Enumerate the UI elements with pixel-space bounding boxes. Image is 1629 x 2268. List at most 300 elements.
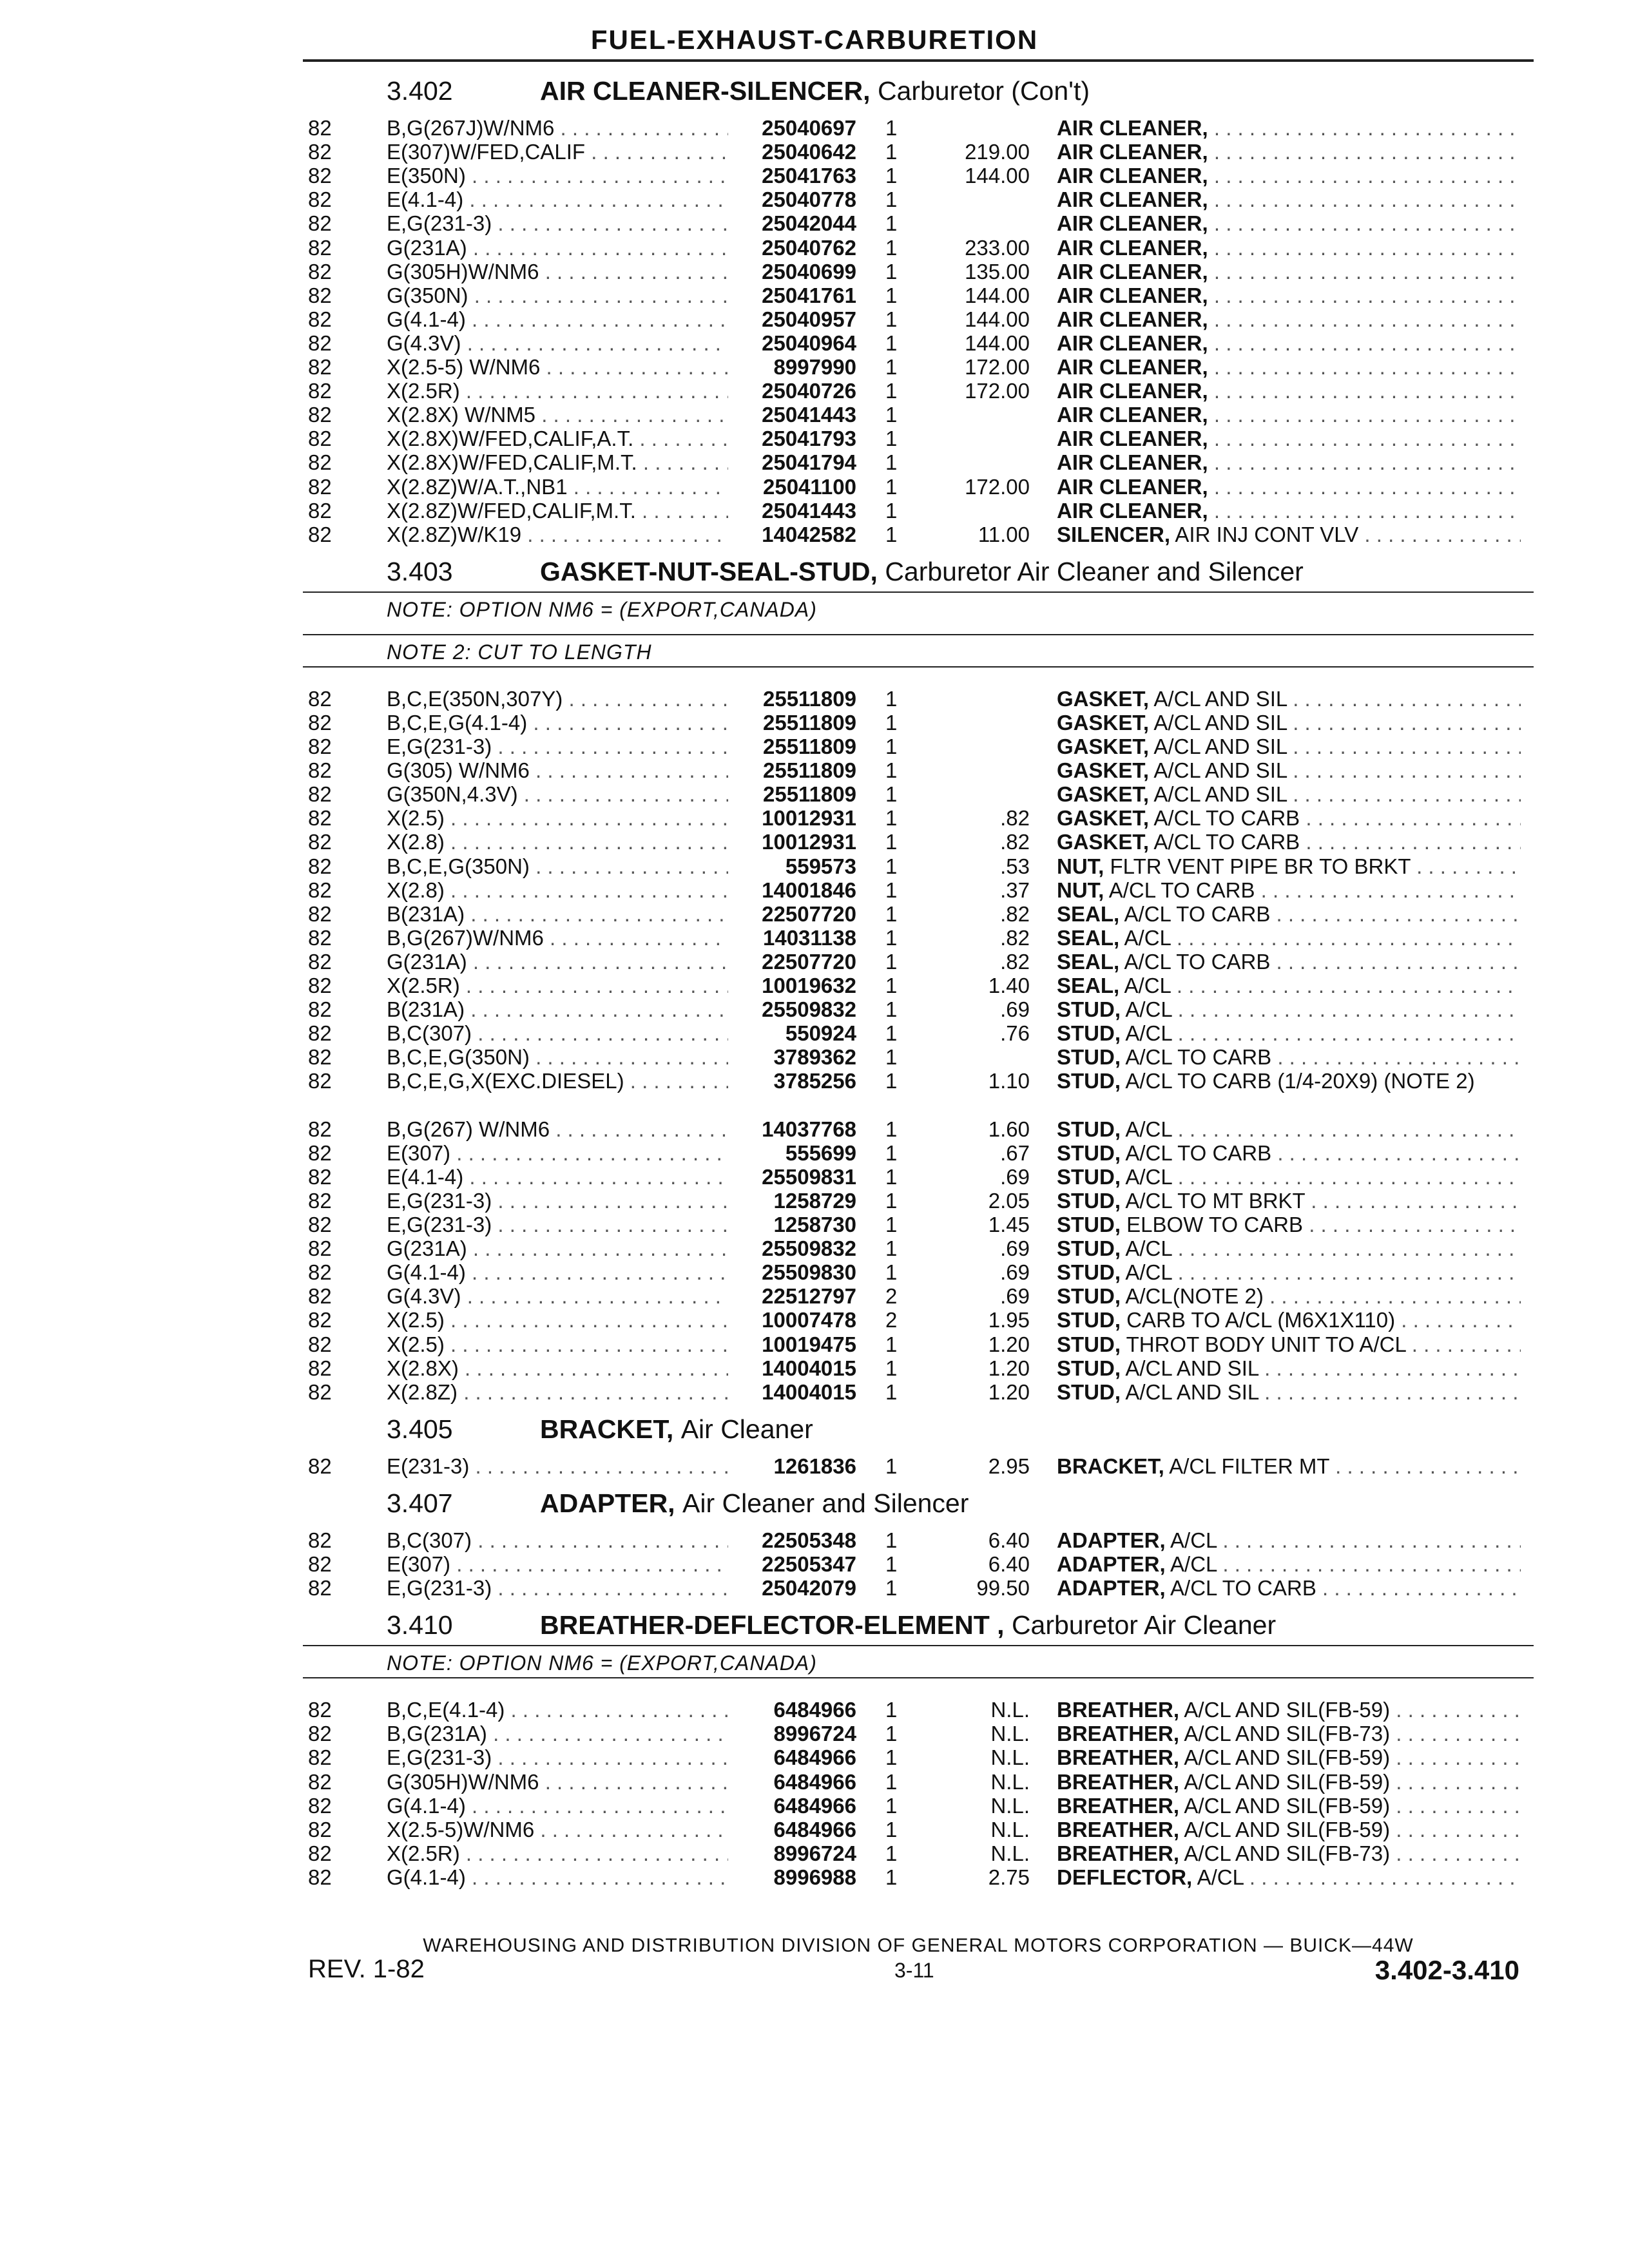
quantity: 1 (885, 140, 898, 164)
quantity: 1 (885, 164, 898, 188)
description-noun: STUD, (1057, 1332, 1121, 1356)
quantity: 1 (885, 806, 898, 831)
price: N.L. (990, 1817, 1030, 1841)
model-year: 82 (308, 498, 332, 523)
section-number: 3.402 (387, 76, 453, 106)
price: .67 (1000, 1140, 1030, 1165)
note-rule (303, 666, 1534, 668)
section-heading (387, 1488, 969, 1519)
description-detail: A/CL TO CARB (1/4-20X9) (NOTE 2) (1125, 1069, 1475, 1093)
model-year: 82 (308, 403, 332, 427)
section-heading (387, 557, 1304, 587)
description (1057, 1528, 1521, 1553)
application: X(2.5R) . . . (387, 379, 728, 403)
part-number: 25041100 (762, 474, 856, 499)
description-noun: BREATHER, (1057, 1745, 1180, 1770)
section-heading (387, 1414, 813, 1445)
part-number: 22507720 (762, 901, 856, 926)
description (1057, 806, 1521, 831)
quantity: 1 (885, 1021, 898, 1046)
description-noun: STUD, (1057, 1069, 1121, 1093)
model-year: 82 (308, 1069, 332, 1093)
description (1057, 1818, 1521, 1842)
description-noun: STUD, (1057, 1117, 1121, 1141)
part-number: 25040778 (762, 187, 856, 212)
description (1057, 211, 1521, 236)
price: N.L. (990, 1722, 1030, 1746)
price: 144.00 (965, 307, 1030, 331)
quantity: 1 (885, 1552, 898, 1576)
part-number: 10007478 (762, 1308, 856, 1332)
description (1057, 164, 1521, 188)
application: G(231A) . . . (387, 1236, 728, 1261)
quantity: 1 (885, 1769, 898, 1794)
description (1057, 950, 1521, 974)
quantity: 1 (885, 474, 898, 499)
application: X(2.5) . . . (387, 1332, 728, 1357)
quantity: 1 (885, 1164, 898, 1189)
model-year: 82 (308, 1817, 332, 1841)
description-noun: BREATHER, (1057, 1793, 1180, 1818)
section-number: 3.410 (387, 1610, 453, 1640)
part-number: 25041793 (762, 427, 856, 451)
application: E,G(231-3) . . . (387, 1745, 728, 1770)
quantity: 1 (885, 997, 898, 1022)
application: E(307) . . . (387, 1141, 728, 1166)
application: X(2.8Z) . . . (387, 1380, 728, 1405)
model-year: 82 (308, 164, 332, 188)
application: E(307)W/FED,CALIF . . . (387, 140, 728, 164)
description (1057, 187, 1521, 212)
part-number: 22507720 (762, 949, 856, 974)
description-detail: A/CL TO CARB (1124, 901, 1271, 926)
part-number: 6484966 (773, 1698, 856, 1722)
footer-division: WAREHOUSING AND DISTRIBUTION DIVISION OF GENERAL MOTORS CORPORATION — BUICK—44W (423, 1935, 1414, 1956)
part-number: 25040964 (762, 331, 856, 355)
model-year: 82 (308, 1236, 332, 1261)
description-noun: SILENCER, (1057, 522, 1171, 546)
part-number: 6484966 (773, 1745, 856, 1770)
model-year: 82 (308, 1117, 332, 1141)
description (1057, 331, 1521, 356)
quantity: 2 (885, 1284, 898, 1309)
application: X(2.8X) W/NM5 . . . (387, 403, 728, 427)
description (1057, 878, 1521, 903)
description-detail: A/CL AND SIL(FB-59) (1184, 1698, 1391, 1722)
description (1057, 427, 1521, 451)
description (1057, 997, 1521, 1022)
part-number: 6484966 (773, 1769, 856, 1794)
price: 1.45 (988, 1213, 1030, 1236)
part-number: 25040762 (762, 235, 856, 260)
application: G(4.1-4) . . . (387, 1865, 728, 1890)
part-number: 25511809 (762, 710, 856, 735)
quantity: 1 (885, 1213, 898, 1236)
description-noun: AIR CLEANER, (1057, 450, 1208, 475)
description (1057, 523, 1521, 547)
description (1057, 1165, 1521, 1189)
quantity: 1 (885, 758, 898, 783)
description (1057, 1117, 1521, 1142)
quantity: 1 (885, 498, 898, 523)
description-noun: STUD, (1057, 1213, 1121, 1236)
model-year: 82 (308, 1284, 332, 1309)
part-number: 25509832 (762, 997, 856, 1022)
description (1057, 1284, 1521, 1309)
quantity: 1 (885, 522, 898, 546)
quantity: 1 (885, 1069, 898, 1093)
section-title: BREATHER-DEFLECTOR-ELEMENT , (540, 1610, 1005, 1640)
description (1057, 307, 1521, 332)
description-noun: SEAL, (1057, 925, 1120, 950)
section-subtitle: Carburetor Air Cleaner (1011, 1610, 1277, 1640)
description-noun: AIR CLEANER, (1057, 235, 1208, 260)
model-year: 82 (308, 331, 332, 355)
description-noun: NUT, (1057, 878, 1104, 902)
model-year: 82 (308, 1021, 332, 1046)
price: .82 (1000, 925, 1030, 950)
model-year: 82 (308, 1528, 332, 1552)
quantity: 1 (885, 1817, 898, 1841)
section-note: NOTE 2: CUT TO LENGTH (387, 640, 652, 664)
description (1057, 260, 1521, 284)
model-year: 82 (308, 1769, 332, 1794)
description (1057, 687, 1521, 711)
quantity: 1 (885, 1528, 898, 1552)
description-detail: A/CL (1125, 1260, 1172, 1285)
section-subtitle: Carburetor (Con't) (877, 76, 1090, 106)
application: B,C,E,G(350N) . . . (387, 1045, 728, 1070)
section-subtitle: Air Cleaner and Silencer (682, 1488, 969, 1518)
price: 1.20 (988, 1379, 1030, 1404)
description (1057, 1308, 1521, 1332)
description-noun: BREATHER, (1057, 1841, 1180, 1865)
quantity: 1 (885, 211, 898, 236)
application: X(2.8X)W/FED,CALIF,M.T. . . . (387, 450, 728, 475)
price: .69 (1000, 1284, 1030, 1309)
description-noun: ADAPTER, (1057, 1552, 1166, 1576)
note-rule (303, 1677, 1534, 1678)
part-number: 14004015 (762, 1379, 856, 1404)
part-number: 25041443 (762, 498, 856, 523)
description-noun: NUT, (1057, 854, 1104, 878)
description-detail: A/CL AND SIL (1153, 686, 1287, 711)
description (1057, 1841, 1521, 1866)
part-number: 25041763 (762, 164, 856, 188)
application: G(350N,4.3V) . . . (387, 782, 728, 807)
price: 172.00 (965, 474, 1030, 499)
description-noun: BREATHER, (1057, 1698, 1180, 1722)
quantity: 1 (885, 427, 898, 451)
description-detail: A/CL AND SIL (1153, 758, 1287, 783)
model-year: 82 (308, 307, 332, 331)
price: .82 (1000, 806, 1030, 831)
quantity: 1 (885, 735, 898, 758)
description (1057, 1356, 1521, 1381)
quantity: 1 (885, 1793, 898, 1818)
description-noun: STUD, (1057, 1284, 1121, 1309)
application: B,C,E,G,X(EXC.DIESEL) . . . (387, 1069, 728, 1093)
description-detail: A/CL TO CARB (1153, 806, 1300, 831)
model-year: 82 (308, 1865, 332, 1889)
description-noun: AIR CLEANER, (1057, 187, 1208, 212)
model-year: 82 (308, 1140, 332, 1165)
quantity: 1 (885, 307, 898, 331)
quantity: 1 (885, 854, 898, 878)
description-detail: A/CL FILTER MT (1169, 1454, 1329, 1478)
quantity: 1 (885, 830, 898, 854)
price: N.L. (990, 1841, 1030, 1865)
quantity: 1 (885, 450, 898, 475)
price: 1.10 (988, 1069, 1030, 1093)
quantity: 1 (885, 782, 898, 807)
model-year: 82 (308, 1045, 332, 1070)
part-number: 25511809 (762, 686, 856, 711)
description-noun: STUD, (1057, 1356, 1121, 1380)
description-noun: STUD, (1057, 1260, 1121, 1285)
section-title: GASKET-NUT-SEAL-STUD, (540, 556, 878, 586)
description-noun: STUD, (1057, 1140, 1121, 1165)
application: E(4.1-4) . . . (387, 1165, 728, 1189)
description-noun: AIR CLEANER, (1057, 474, 1208, 499)
description (1057, 1576, 1521, 1600)
description (1057, 1454, 1521, 1479)
description (1057, 1069, 1521, 1117)
quantity: 1 (885, 974, 898, 997)
quantity: 1 (885, 1841, 898, 1865)
description (1057, 1236, 1521, 1261)
price: .82 (1000, 830, 1030, 854)
header-rule (303, 59, 1534, 62)
part-number: 1258729 (773, 1188, 856, 1213)
description (1057, 711, 1521, 735)
price: 1.40 (988, 974, 1030, 997)
model-year: 82 (308, 1260, 332, 1285)
price: 11.00 (978, 522, 1030, 546)
quantity: 1 (885, 1045, 898, 1070)
description-detail: A/CL AND SIL(FB-59) (1184, 1745, 1391, 1770)
quantity: 1 (885, 710, 898, 735)
description-noun: STUD, (1057, 1379, 1121, 1404)
description-noun: STUD, (1057, 1188, 1121, 1213)
section-subtitle: Carburetor Air Cleaner and Silencer (885, 556, 1304, 586)
part-number: 25509832 (762, 1236, 856, 1261)
description (1057, 1552, 1521, 1577)
description-noun: AIR CLEANER, (1057, 116, 1208, 140)
part-number: 6484966 (773, 1793, 856, 1818)
model-year: 82 (308, 1722, 332, 1746)
description (1057, 1260, 1521, 1285)
part-number: 559573 (785, 854, 856, 878)
description (1057, 1021, 1521, 1046)
description-detail: THROT BODY UNIT TO A/CL (1126, 1332, 1406, 1356)
description-detail: A/CL TO CARB (1125, 1140, 1272, 1165)
price: 6.40 (988, 1552, 1030, 1576)
price: 1.20 (988, 1356, 1030, 1380)
price: .69 (1000, 1260, 1030, 1285)
model-year: 82 (308, 427, 332, 451)
application: B,G(267) W/NM6 . . . (387, 1117, 728, 1142)
model-year: 82 (308, 1745, 332, 1770)
description (1057, 403, 1521, 427)
price: .69 (1000, 1164, 1030, 1189)
part-number: 25042079 (762, 1576, 856, 1600)
application: B(231A) . . . (387, 902, 728, 927)
description-detail: A/CL TO CARB (1108, 878, 1255, 902)
model-year: 82 (308, 1454, 332, 1478)
quantity: 1 (885, 1356, 898, 1380)
price: .76 (1000, 1021, 1030, 1046)
application: X(2.5) . . . (387, 806, 728, 831)
part-number: 8996988 (773, 1865, 856, 1889)
quantity: 1 (885, 1722, 898, 1746)
price: 144.00 (965, 283, 1030, 307)
application: G(231A) . . . (387, 950, 728, 974)
application: E(307) . . . (387, 1552, 728, 1577)
description-detail: A/CL (1125, 1236, 1172, 1261)
description (1057, 1141, 1521, 1166)
section-number: 3.405 (387, 1414, 453, 1444)
description-noun: SEAL, (1057, 901, 1120, 926)
description-noun: GASKET, (1057, 686, 1150, 711)
model-year: 82 (308, 1164, 332, 1189)
description (1057, 782, 1521, 807)
application: E(350N) . . . (387, 164, 728, 188)
description (1057, 355, 1521, 380)
quantity: 1 (885, 235, 898, 260)
price: .53 (1000, 854, 1030, 878)
model-year: 82 (308, 379, 332, 403)
part-number: 550924 (785, 1021, 856, 1046)
part-number: 3785256 (773, 1069, 856, 1093)
model-year: 82 (308, 735, 332, 758)
description (1057, 1213, 1521, 1237)
quantity: 1 (885, 259, 898, 284)
description-detail: A/CL AND SIL(FB-59) (1184, 1793, 1391, 1818)
description-noun: AIR CLEANER, (1057, 307, 1208, 331)
model-year: 82 (308, 1308, 332, 1332)
section-heading (387, 1610, 1276, 1640)
description-detail: A/CL AND SIL (1153, 782, 1287, 807)
description-detail: A/CL TO CARB (1153, 830, 1300, 854)
model-year: 82 (308, 1379, 332, 1404)
part-number: 25041761 (762, 283, 856, 307)
description-detail: A/CL AND SIL (1153, 735, 1287, 758)
quantity: 1 (885, 1865, 898, 1889)
application: B,C,E,G(350N) . . . (387, 854, 728, 879)
model-year: 82 (308, 187, 332, 212)
quantity: 1 (885, 1140, 898, 1165)
application: E,G(231-3) . . . (387, 735, 728, 759)
application: X(2.5R) . . . (387, 1841, 728, 1866)
model-year: 82 (308, 974, 332, 997)
model-year: 82 (308, 450, 332, 475)
model-year: 82 (308, 997, 332, 1022)
description-detail: A/CL AND SIL(FB-73) (1184, 1841, 1391, 1865)
description-detail: A/CL (1170, 1552, 1217, 1576)
application: E(4.1-4) . . . (387, 187, 728, 212)
application: E,G(231-3) . . . (387, 211, 728, 236)
part-number: 14004015 (762, 1356, 856, 1380)
part-number: 3789362 (773, 1045, 856, 1070)
model-year: 82 (308, 686, 332, 711)
description (1057, 140, 1521, 164)
application: X(2.5-5)W/NM6 . . . (387, 1818, 728, 1842)
description-noun: BREATHER, (1057, 1817, 1180, 1841)
model-year: 82 (308, 235, 332, 260)
price: 2.05 (988, 1188, 1030, 1213)
section-title: BRACKET, (540, 1414, 674, 1444)
price: N.L. (990, 1745, 1030, 1770)
price: 99.50 (976, 1576, 1030, 1600)
model-year: 82 (308, 211, 332, 236)
quantity: 1 (885, 1379, 898, 1404)
description (1057, 1380, 1521, 1405)
section-heading (387, 76, 1090, 106)
note-rule (303, 1645, 1534, 1646)
application: B,G(267J)W/NM6 . . . (387, 116, 728, 140)
description (1057, 475, 1521, 499)
description-noun: AIR CLEANER, (1057, 211, 1208, 236)
part-number: 25041443 (762, 403, 856, 427)
application: X(2.8) . . . (387, 830, 728, 854)
model-year: 82 (308, 1793, 332, 1818)
description-detail: FLTR VENT PIPE BR TO BRKT (1110, 854, 1411, 878)
revision-label: REV. 1-82 (308, 1955, 425, 1983)
model-year: 82 (308, 925, 332, 950)
part-number: 22505348 (762, 1528, 856, 1552)
description-noun: ADAPTER, (1057, 1528, 1166, 1552)
description (1057, 1745, 1521, 1770)
description-noun: BREATHER, (1057, 1722, 1180, 1746)
model-year: 82 (308, 1356, 332, 1380)
model-year: 82 (308, 806, 332, 831)
quantity: 1 (885, 355, 898, 379)
part-number: 8996724 (773, 1722, 856, 1746)
model-year: 82 (308, 1698, 332, 1722)
part-number: 25509830 (762, 1260, 856, 1285)
description-noun: AIR CLEANER, (1057, 164, 1208, 188)
application: X(2.8Z)W/A.T.,NB1 . . . (387, 475, 728, 499)
description-noun: AIR CLEANER, (1057, 379, 1208, 403)
section-number: 3.407 (387, 1488, 453, 1518)
model-year: 82 (308, 782, 332, 807)
part-number: 25040697 (762, 116, 856, 140)
quantity: 1 (885, 1188, 898, 1213)
quantity: 2 (885, 1308, 898, 1332)
description-noun: AIR CLEANER, (1057, 283, 1208, 307)
description-noun: STUD, (1057, 1045, 1121, 1070)
description-detail: A/CL AND SIL(FB-73) (1184, 1722, 1391, 1746)
model-year: 82 (308, 355, 332, 379)
application: G(305) W/NM6 . . . (387, 758, 728, 783)
application: B,C(307) . . . (387, 1528, 728, 1553)
description (1057, 735, 1521, 759)
price: .69 (1000, 1236, 1030, 1261)
part-number: 25040699 (762, 259, 856, 284)
model-year: 82 (308, 1332, 332, 1356)
description (1057, 830, 1521, 854)
model-year: 82 (308, 283, 332, 307)
description (1057, 116, 1521, 140)
description (1057, 1770, 1521, 1794)
quantity: 1 (885, 1454, 898, 1478)
description (1057, 1045, 1521, 1070)
quantity: 1 (885, 283, 898, 307)
description-noun: DEFLECTOR, (1057, 1865, 1193, 1889)
description-detail: A/CL (1124, 974, 1171, 997)
description-noun: STUD, (1057, 1164, 1121, 1189)
